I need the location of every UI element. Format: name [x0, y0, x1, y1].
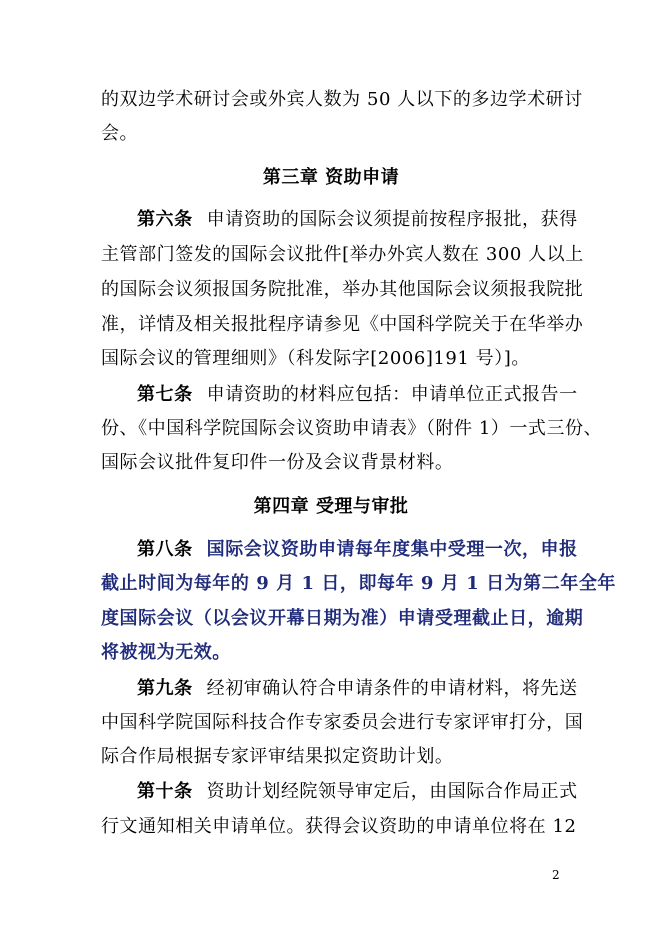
article-6-label: 第六条 [137, 209, 193, 230]
article-7-text-first: 申请资助的材料应包括：申请单位正式报告一 [206, 384, 578, 405]
article-9-label: 第九条 [137, 678, 193, 699]
article-7-line-2: 份、《中国科学院国际会议资助申请表》（附件 1）一式三份、 [101, 418, 603, 439]
chapter-3-heading: 第三章 资助申请 [262, 167, 400, 188]
article-10-line-2: 行文通知相关申请单位。获得会议资助的申请单位将在 12 [101, 816, 577, 837]
article-8-line-3: 度国际会议（以会议开幕日期为准）申请受理截止日，逾期 [101, 608, 584, 629]
article-7-line-3: 国际会议批件复印件一份及会议背景材料。 [101, 452, 454, 473]
intro-line-2: 会。 [101, 123, 139, 144]
intro-line-1: 的双边学术研讨会或外宾人数为 50 人以下的多边学术研讨 [101, 89, 583, 110]
article-8-text-first: 国际会议资助申请每年度集中受理一次，申报 [206, 539, 578, 560]
article-6-first-line [137, 208, 578, 232]
article-9-line-2: 中国科学院国际科技合作专家委员会进行专家评审打分，国 [101, 712, 584, 733]
article-6-line-5: 国际会议的管理细则》（科发际字[2006]191 号）]。 [101, 348, 530, 369]
article-6-text-first: 申请资助的国际会议须提前按程序报批，获得 [206, 209, 578, 230]
article-9-first-line [137, 677, 578, 701]
article-8-line-2: 截止时间为每年的 9 月 1 日，即每年 9 月 1 日为第二年全年 [101, 573, 616, 594]
article-10-label: 第十条 [137, 781, 193, 802]
article-8-line-4: 将被视为无效。 [101, 642, 231, 663]
article-10-text-first: 资助计划经院领导审定后，由国际合作局正式 [206, 781, 578, 802]
article-6-line-3: 的国际会议须报国务院批准，举办其他国际会议须报我院批 [101, 279, 584, 300]
article-7-first-line [137, 383, 578, 407]
article-8-label: 第八条 [137, 539, 193, 560]
article-10-first-line [137, 780, 578, 804]
article-6-line-2: 主管部门签发的国际会议批件[举办外宾人数在 300 人以上 [101, 244, 584, 265]
article-7-label: 第七条 [137, 384, 193, 405]
article-8-first-line [137, 538, 578, 562]
chapter-4-heading: 第四章 受理与审批 [253, 496, 409, 517]
article-9-line-3: 际合作局根据专家评审结果拟定资助计划。 [101, 746, 454, 767]
article-6-line-4: 准，详情及相关报批程序请参见《中国科学院关于在华举办 [101, 314, 584, 335]
page-number: 2 [552, 868, 560, 882]
article-9-text-first: 经初审确认符合申请条件的申请材料，将先送 [206, 678, 578, 699]
